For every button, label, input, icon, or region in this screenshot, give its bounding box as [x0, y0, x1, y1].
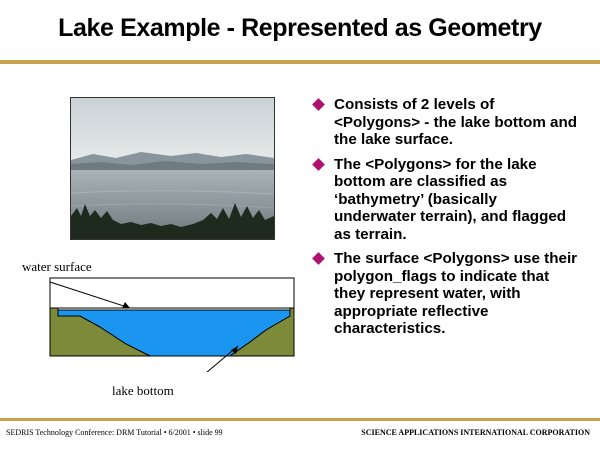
- bullet-item: [312, 96, 582, 149]
- diagram-frame: [50, 278, 294, 308]
- diamond-bullet-icon: [312, 158, 325, 171]
- diamond-bullet-icon: [312, 98, 325, 111]
- water-surface-arrow: [50, 282, 130, 308]
- bullet-list: [312, 96, 582, 345]
- lake-bottom-label: lake bottom: [112, 383, 174, 398]
- lake-photo: [70, 97, 275, 240]
- bullet-text: Consists of 2 levels of <Polygons> - the lake bottom and the lake surface.: [334, 96, 578, 148]
- diamond-bullet-icon: [312, 252, 325, 265]
- footer-organization: SCIENCE APPLICATIONS INTERNATIONAL CORPORATION: [361, 428, 590, 437]
- footer-conference-info: SEDRIS Technology Conference: DRM Tutorial • 6/2001 • slide 99: [6, 428, 223, 437]
- footer-rule: [0, 418, 600, 421]
- lake-cross-section-diagram: [40, 272, 300, 372]
- title-rule: [0, 60, 600, 64]
- bullet-item: [312, 156, 582, 244]
- bullet-text: The surface <Polygons> use their polygon_flags to indicate that they represent water, with appropriate reflective characteristics.: [334, 250, 578, 337]
- bullet-item: [312, 250, 582, 338]
- water-surface-label: water surface: [22, 259, 92, 274]
- slide-title: Lake Example - Represented as Geometry: [58, 14, 542, 42]
- bullet-text: The <Polygons> for the lake bottom are classified as ‘bathymetry’ (basically underwater terrain), and flagged as terrain.: [334, 155, 567, 243]
